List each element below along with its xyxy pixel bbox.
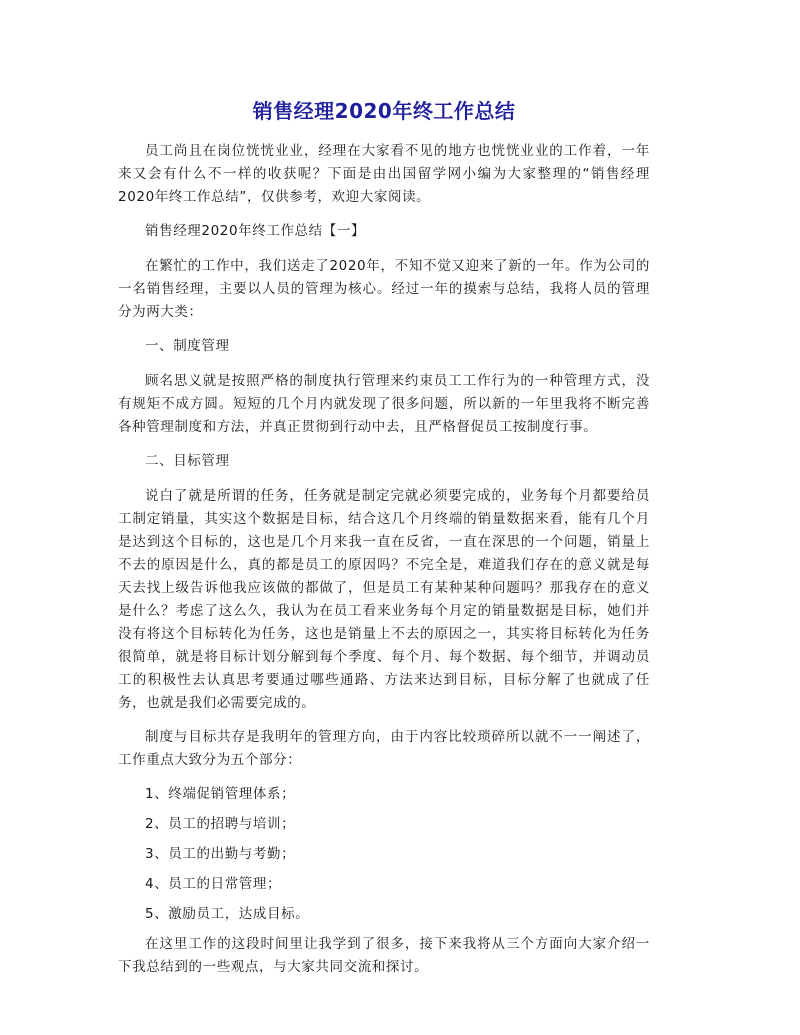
- body-paragraph: 顾名思义就是按照严格的制度执行管理来约束员工工作行为的一种管理方式，没有规矩不成方圆。短短的几个月内就发现了很多问题，所以新的一年里我将不断完善各种管理制度和方法，并真正贯彻到行动中去，且严格督促员工按制度行事。: [118, 373, 650, 435]
- section-heading: 销售经理2020年终工作总结【一】: [145, 223, 366, 239]
- list-item: 5、激励员工，达成目标。: [145, 906, 310, 922]
- body-paragraph: 说白了就是所谓的任务，任务就是制定完就必须要完成的，业务每个月都要给员工制定销量，其实这个数据是目标，结合这几个月终端的销量数据来看，能有几个月是达到这个目标的，这也是几个月来我一直在反省，一直在深思的一个问题，销量上不去的原因是什么，真的都是员工的原因吗？不完全是，难道我们存在的意义就是每天去找上级告诉他我应该做的都做了，但是员工有某种某种问题吗？那我存在的意义是什么？考虑了这么久，我认为在员工看来业务每个月定的销量数据是目标，她们并没有将这个目标转化为任务，这也是销量上不去的原因之一，其实将目标转化为任务很简单，就是将目标计划分解到每个季度、每个月、每个数据、每个细节，并调动员工的积极性去认真思考要通过哪些通路、方法来达到目标，目标分解了也就成了任务，也就是我们必需要完成的。: [118, 488, 650, 711]
- list-item: 1、终端促销管理体系；: [145, 786, 296, 802]
- subsection-heading-goals: 二、目标管理: [145, 453, 230, 469]
- list-item: 2、员工的招聘与培训；: [145, 816, 296, 832]
- body-paragraph: 在繁忙的工作中，我们送走了2020年，不知不觉又迎来了新的一年。作为公司的一名销售经理，主要以人员的管理为核心。经过一年的摸索与总结，我将人员的管理分为两大类：: [118, 258, 650, 320]
- body-paragraph: 在这里工作的这段时间里让我学到了很多，接下来我将从三个方面向大家介绍一下我总结到的一些观点，与大家共同交流和探讨。: [118, 936, 650, 975]
- intro-paragraph: 员工尚且在岗位恍恍业业，经理在大家看不见的地方也恍恍业业的工作着，一年来又会有什么不一样的收获呢？下面是由出国留学网小编为大家整理的“销售经理2020年终工作总结”，仅供参考，欢迎大家阅读。: [118, 143, 650, 205]
- body-paragraph: 制度与目标共存是我明年的管理方向，由于内容比较琐碎所以就不一一阐述了，工作重点大致分为五个部分：: [118, 729, 650, 768]
- list-item: 4、员工的日常管理；: [145, 876, 282, 892]
- document-title: 销售经理2020年终工作总结: [252, 99, 516, 123]
- list-item: 3、员工的出勤与考勤；: [145, 846, 296, 862]
- subsection-heading-system: 一、制度管理: [145, 338, 230, 354]
